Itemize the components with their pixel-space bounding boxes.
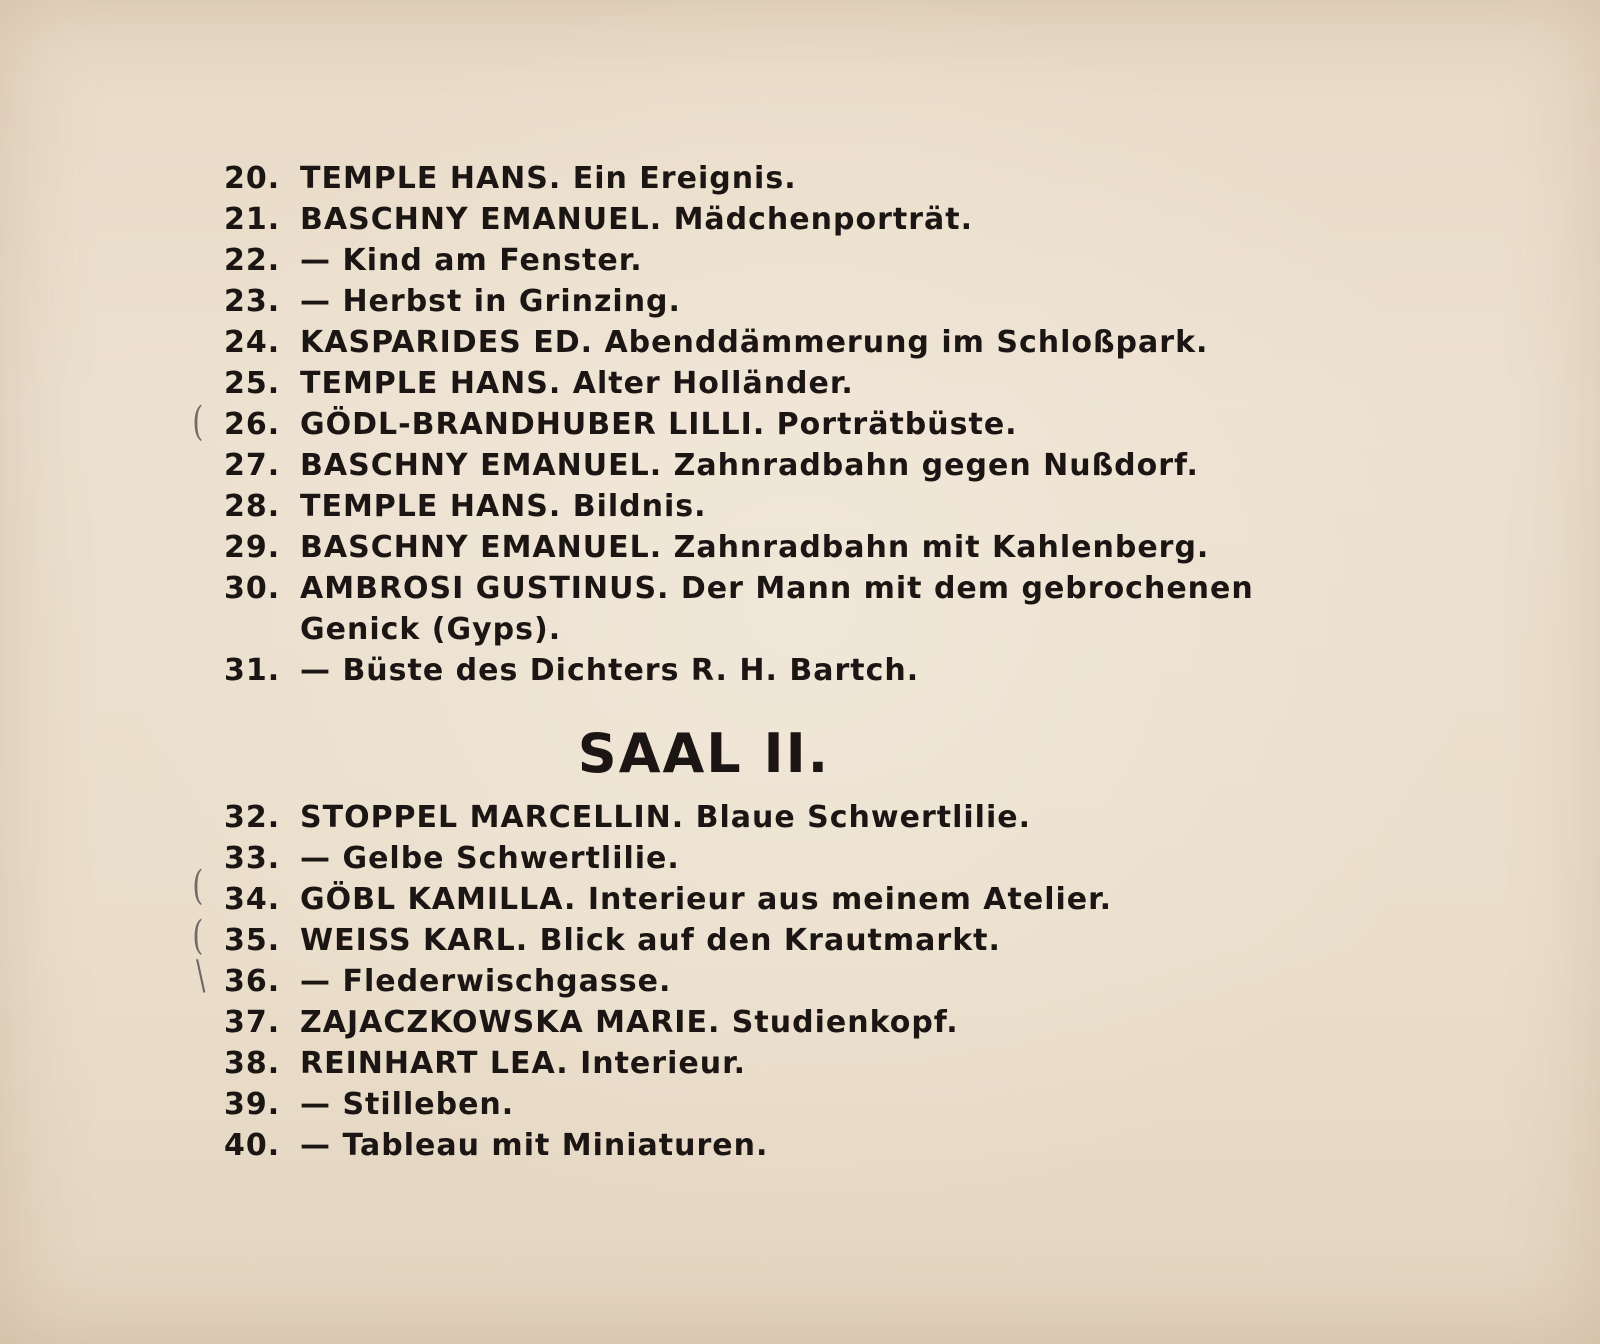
catalog-entry [224,404,1384,445]
entry-number: 36. [224,964,281,999]
entry-number: 35. [224,923,281,958]
entry-number: 38. [224,1046,281,1081]
pencil-mark: ( [192,913,204,959]
catalog-entry [224,281,1384,322]
entry-number: 40. [224,1128,281,1163]
entry-number: 39. [224,1087,281,1122]
entry-text: — Flederwischgasse. [300,964,672,999]
catalog-entry [224,568,1384,650]
catalog-entry [224,650,1384,691]
entry-number: 26. [224,407,281,442]
catalog-entry [224,240,1384,281]
section-heading: SAAL II. [577,722,831,785]
entry-number: 29. [224,530,281,565]
catalog-list [224,158,1384,1166]
catalog-entry [224,527,1384,568]
entry-number: 33. [224,841,281,876]
catalog-entry [224,1043,1384,1084]
entry-text: — Gelbe Schwertlilie. [300,841,680,876]
catalog-entry [224,1002,1384,1043]
entry-number: 37. [224,1005,281,1040]
catalog-entry [224,1084,1384,1125]
catalog-entry [224,322,1384,363]
entry-text: GÖDL-BRANDHUBER LILLI. Porträtbüste. [300,407,1018,442]
entry-text: — Büste des Dichters R. H. Bartch. [300,653,920,688]
entry-number: 23. [224,284,281,319]
pencil-mark: ( [192,863,204,909]
entry-text: REINHART LEA. Interieur. [300,1046,746,1081]
entry-text: — Tableau mit Miniaturen. [300,1128,769,1163]
entry-number: 22. [224,243,281,278]
entry-number: 25. [224,366,281,401]
entry-text: — Herbst in Grinzing. [300,284,681,319]
entry-number: 20. [224,161,281,196]
entry-text: TEMPLE HANS. Bildnis. [300,489,707,524]
entry-text: BASCHNY EMANUEL. Zahnradbahn mit Kahlenberg. [300,530,1210,565]
pencil-mark: \ [196,953,206,999]
entry-number: 30. [224,571,281,606]
catalog-entry [224,199,1384,240]
entry-text: ZAJACZKOWSKA MARIE. Studienkopf. [300,1005,959,1040]
entry-text: — Kind am Fenster. [300,243,643,278]
catalog-entry [224,158,1384,199]
section-one-list [224,158,1384,691]
pencil-mark: ( [192,399,204,445]
entry-text: — Stilleben. [300,1087,515,1122]
section-two-list [224,797,1384,1166]
catalog-entry [224,879,1384,920]
entry-number: 24. [224,325,281,360]
catalog-entry [224,363,1384,404]
catalog-entry [224,920,1384,961]
catalog-entry [224,961,1384,1002]
entry-text: WEISS KARL. Blick auf den Krautmarkt. [300,923,1001,958]
entry-number: 32. [224,800,281,835]
entry-text: KASPARIDES ED. Abenddämmerung im Schloßpark. [300,325,1209,360]
entry-text: AMBROSI GUSTINUS. Der Mann mit dem gebrochenen Genick (Gyps). [300,571,1254,647]
entry-text: TEMPLE HANS. Alter Holländer. [300,366,854,401]
entry-text: BASCHNY EMANUEL. Zahnradbahn gegen Nußdorf. [300,448,1199,483]
entry-number: 34. [224,882,281,917]
entry-text: BASCHNY EMANUEL. Mädchenporträt. [300,202,973,237]
catalog-entry [224,445,1384,486]
catalog-entry [224,838,1384,879]
entry-text: STOPPEL MARCELLIN. Blaue Schwertlilie. [300,800,1031,835]
entry-number: 27. [224,448,281,483]
entry-text: TEMPLE HANS. Ein Ereignis. [300,161,797,196]
entry-number: 21. [224,202,281,237]
catalog-entry [224,1125,1384,1166]
entry-number: 31. [224,653,281,688]
entry-text: GÖBL KAMILLA. Interieur aus meinem Atelier. [300,882,1113,917]
entry-number: 28. [224,489,281,524]
catalog-entry [224,486,1384,527]
catalog-entry [224,797,1384,838]
